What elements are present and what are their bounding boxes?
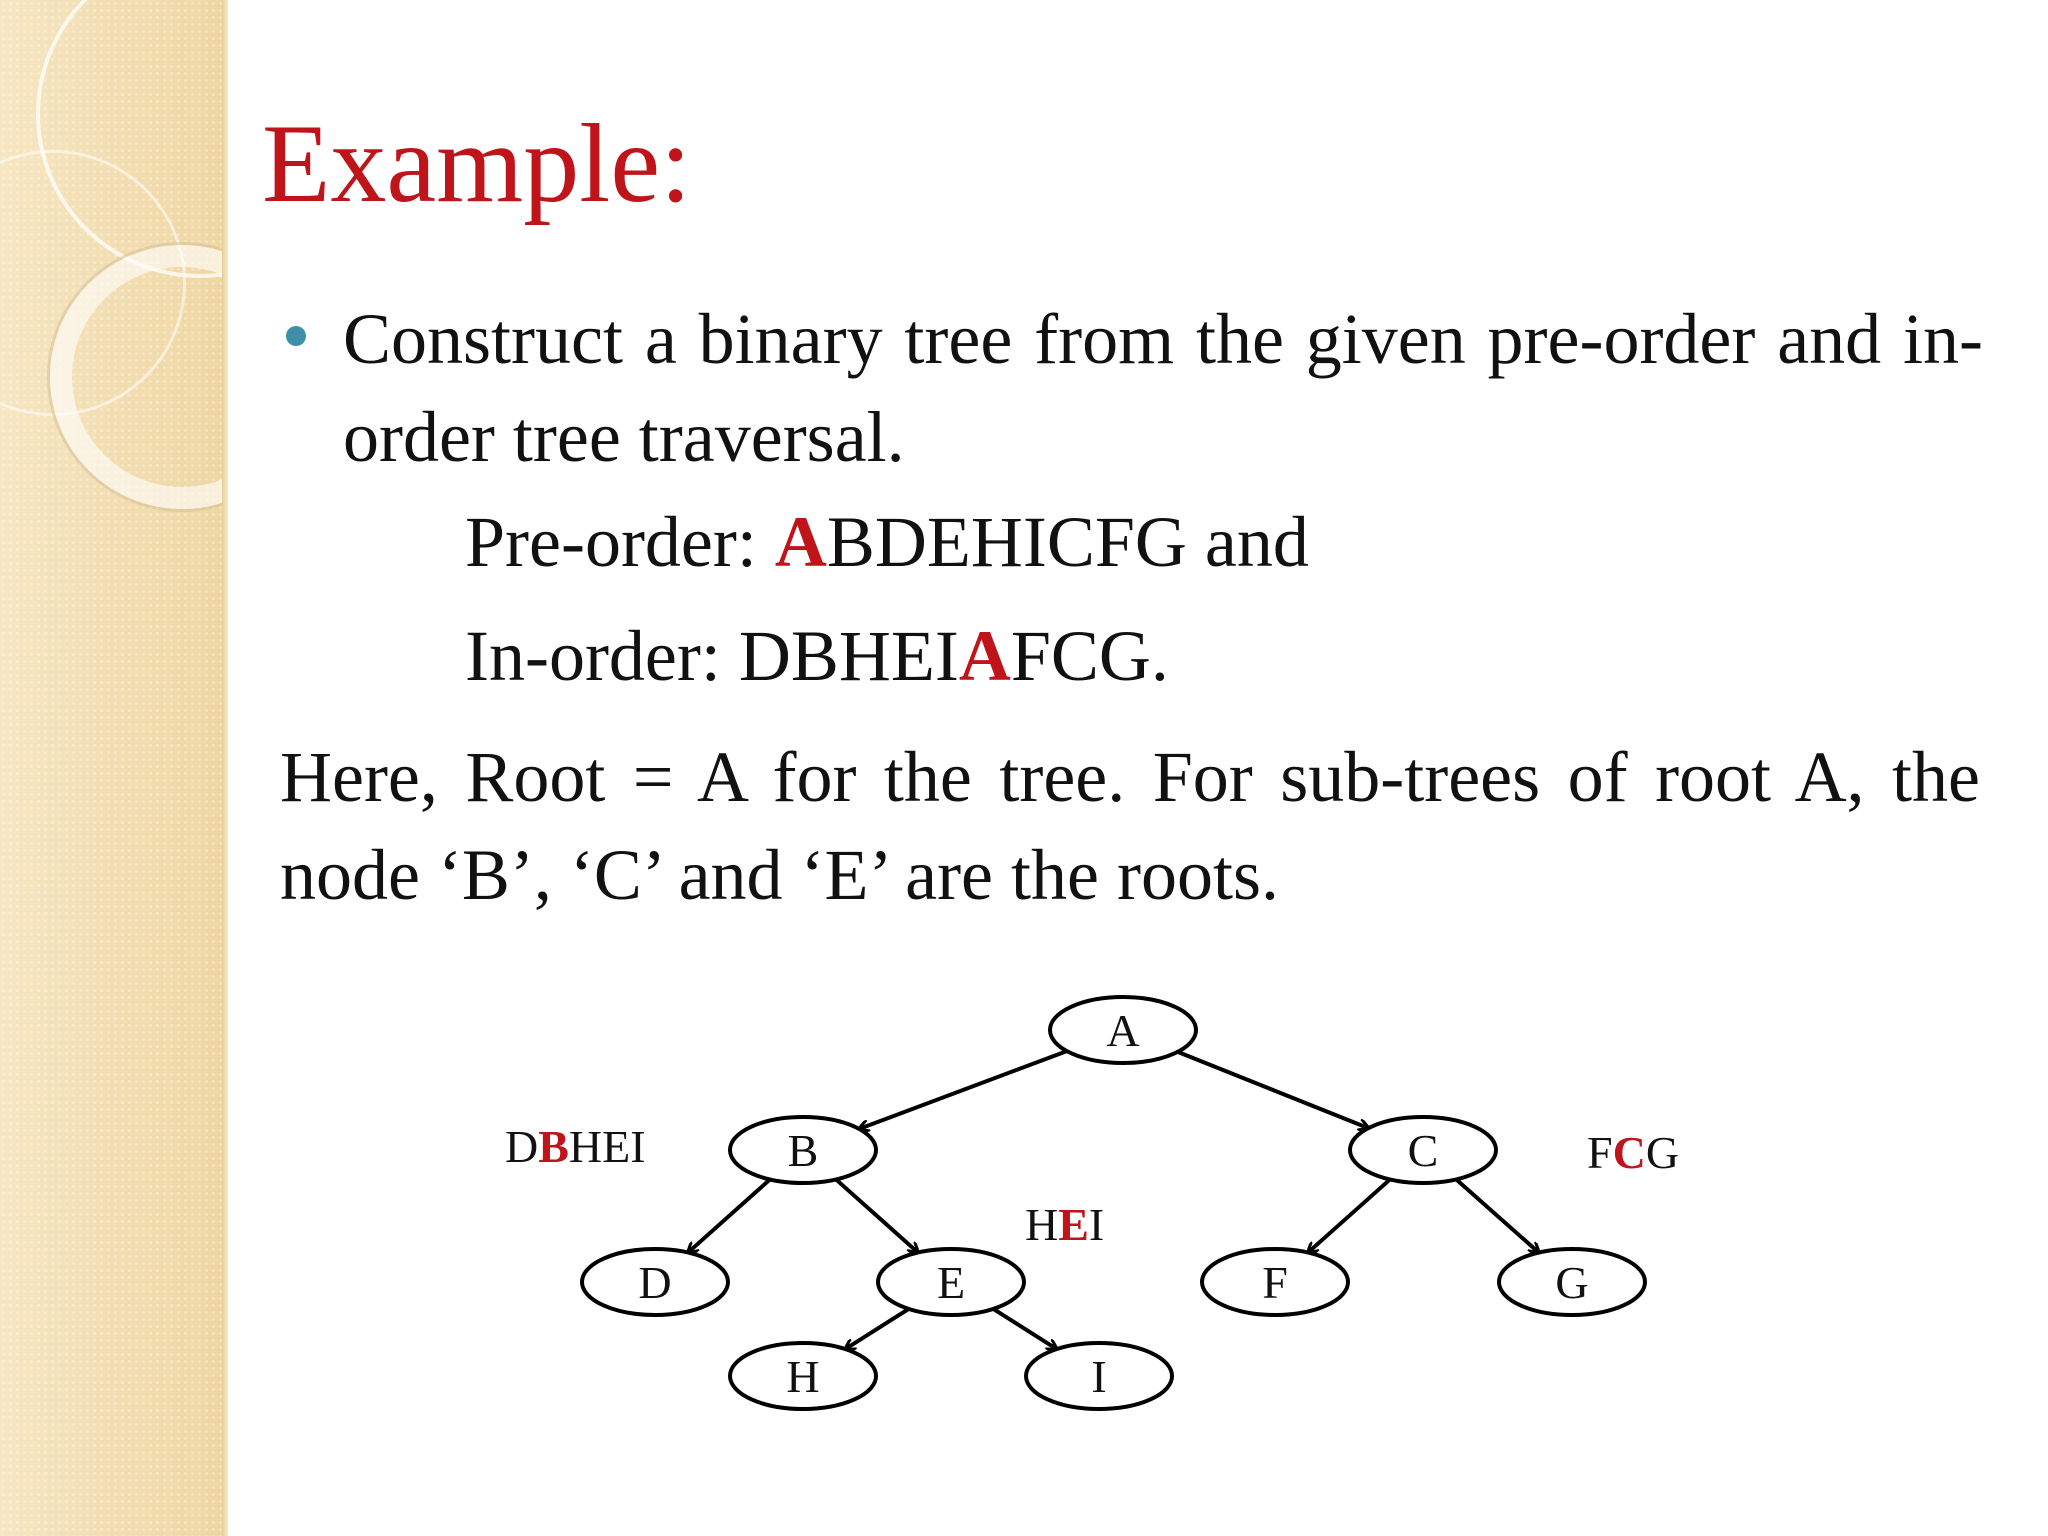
- middle-subtree-annotation: HEI: [1025, 1199, 1105, 1250]
- tree-node-label: F: [1262, 1257, 1288, 1308]
- edge-c-f: [1308, 1179, 1390, 1252]
- tree-node-label: G: [1555, 1257, 1589, 1308]
- edge-e-i: [993, 1309, 1056, 1349]
- preorder-label: Pre-order:: [465, 502, 775, 582]
- tree-node-label: E: [936, 1257, 966, 1308]
- bullet-text: Construct a binary tree from the given pre-order and in-order tree traversal.: [343, 299, 1983, 477]
- inorder-left: DBHEI: [738, 616, 959, 696]
- tree-node-label: C: [1407, 1125, 1439, 1176]
- inorder-right: FCG.: [1010, 616, 1169, 696]
- edge-a-b: [859, 1051, 1067, 1129]
- preorder-sequence: BDEHICFG and: [826, 502, 1309, 582]
- tree-node-b: [730, 1117, 876, 1183]
- tree-node-c: [1350, 1117, 1496, 1183]
- inorder-label: In-order:: [465, 616, 739, 696]
- edge-e-h: [845, 1309, 908, 1349]
- left-subtree-annotation: DBHEI: [505, 1121, 646, 1172]
- tree-node-g: [1499, 1249, 1645, 1315]
- tree-node-label: H: [786, 1351, 820, 1402]
- root-explanation: Here, Root = A for the tree. For sub-trees of root A, the node ‘B’, ‘C’ and ‘E’ are the roots.: [280, 737, 1980, 915]
- tree-node-label: A: [1106, 1005, 1140, 1056]
- preorder-root-highlight: A: [774, 502, 827, 582]
- tree-node-label: D: [638, 1257, 672, 1308]
- tree-edges: [688, 1051, 1539, 1349]
- edge-b-e: [836, 1179, 918, 1252]
- tree-node-d: [582, 1249, 728, 1315]
- tree-node-label: B: [787, 1125, 819, 1176]
- edge-c-g: [1456, 1179, 1539, 1252]
- tree-node-a: [1050, 997, 1196, 1063]
- inorder-root-highlight: A: [958, 616, 1011, 696]
- tree-node-e: [878, 1249, 1024, 1315]
- tree-node-i: [1026, 1343, 1172, 1409]
- tree-node-f: [1202, 1249, 1348, 1315]
- edge-b-d: [688, 1179, 770, 1252]
- right-subtree-annotation: FCG: [1587, 1127, 1680, 1178]
- tree-node-label: I: [1091, 1351, 1107, 1402]
- tree-node-h: [730, 1343, 876, 1409]
- slide-title: Example:: [262, 102, 692, 226]
- edge-a-c: [1178, 1052, 1369, 1128]
